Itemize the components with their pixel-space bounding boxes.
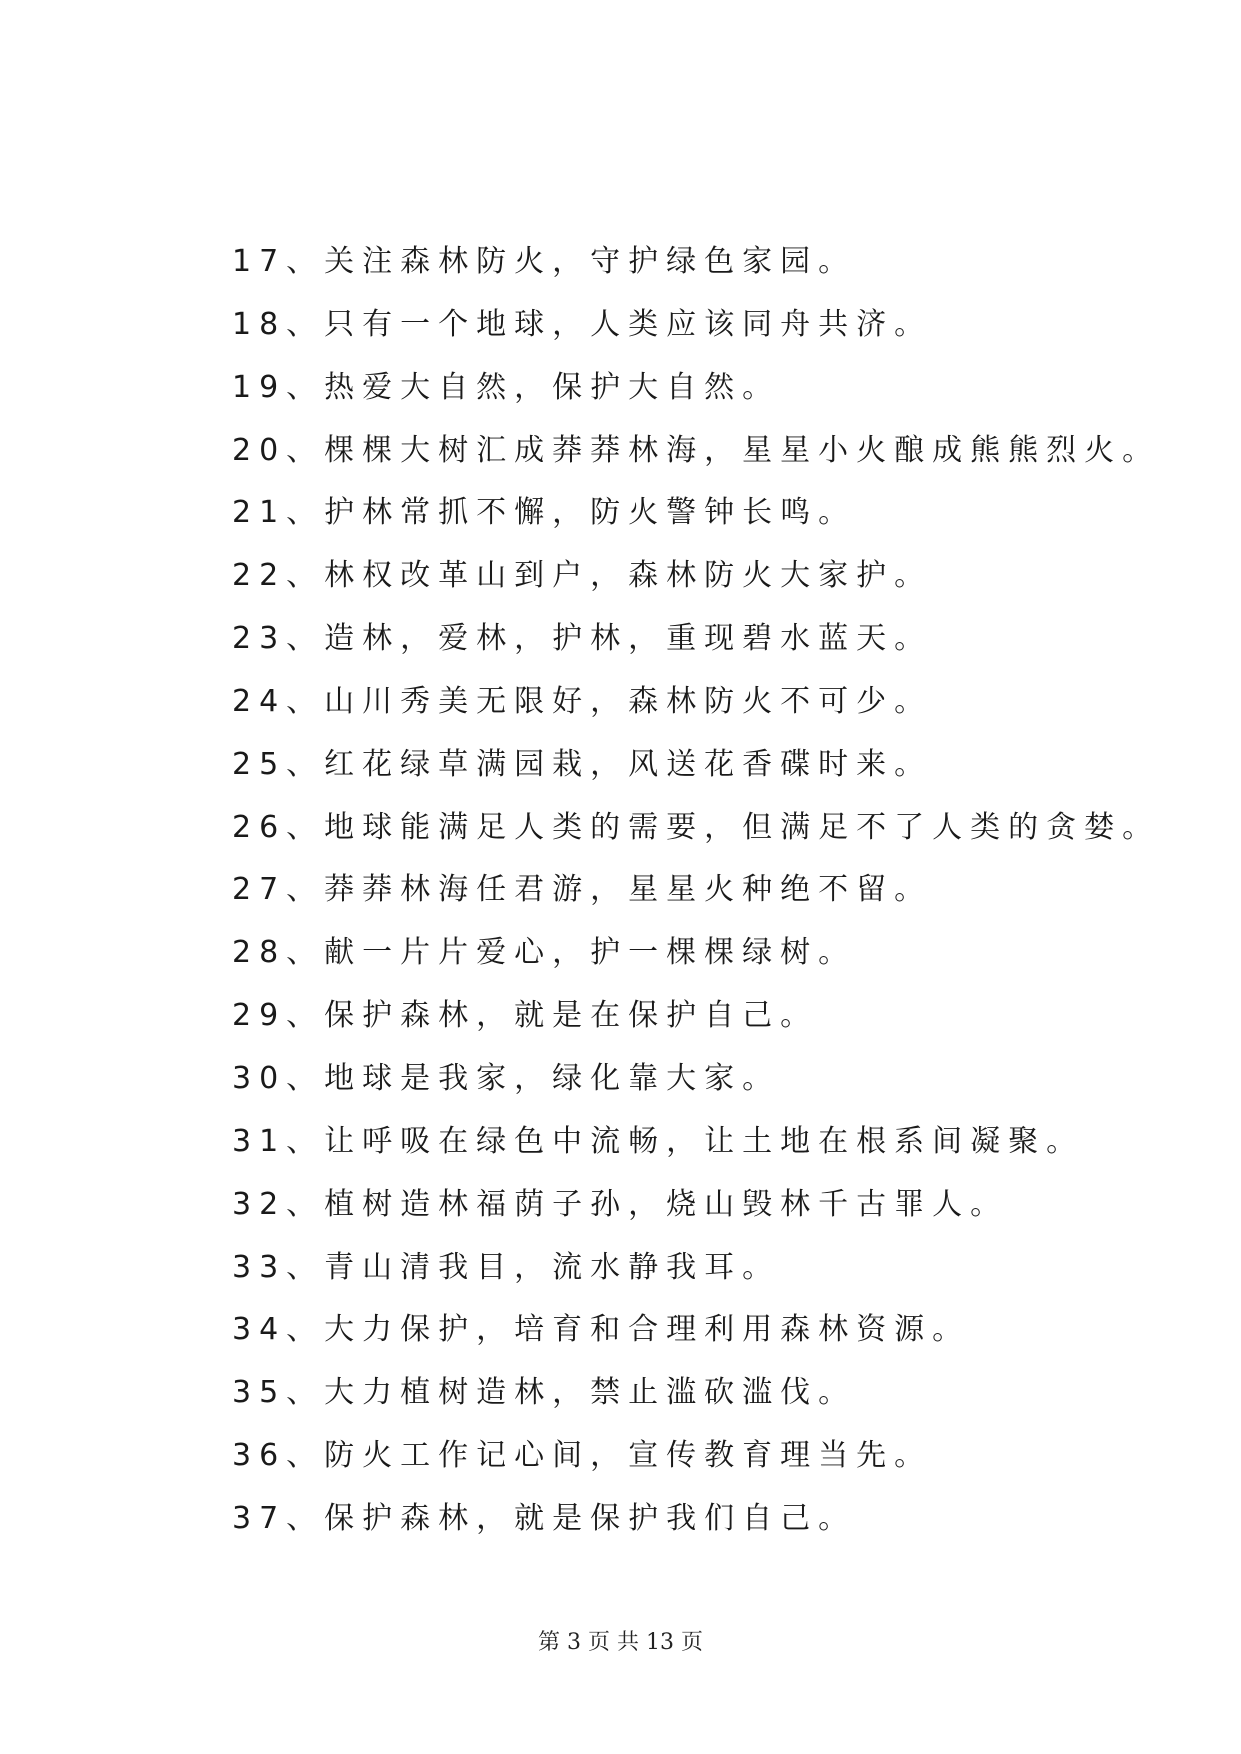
list-item: 29、保护森林，就是在保护自己。	[232, 998, 819, 1034]
list-item: 19、热爱大自然，保护大自然。	[232, 369, 781, 405]
list-item: 26、地球能满足人类的需要，但满足不了人类的贪婪。	[232, 809, 1161, 845]
list-item: 24、山川秀美无限好，森林防火不可少。	[232, 683, 933, 719]
list-item: 37、保护森林，就是保护我们自己。	[232, 1500, 857, 1536]
list-item: 32、植树造林福荫子孙，烧山毁林千古罪人。	[232, 1186, 1009, 1222]
list-item: 18、只有一个地球，人类应该同舟共济。	[232, 306, 933, 342]
list-item: 31、让呼吸在绿色中流畅，让土地在根系间凝聚。	[232, 1123, 1085, 1159]
list-item: 25、红花绿草满园栽，风送花香碟时来。	[232, 746, 933, 782]
list-item: 35、大力植树造林，禁止滥砍滥伐。	[232, 1375, 857, 1411]
list-item: 30、地球是我家，绿化靠大家。	[232, 1060, 781, 1096]
list-item: 33、青山清我目，流水静我耳。	[232, 1249, 781, 1285]
list-item: 20、棵棵大树汇成莽莽林海，星星小火酿成熊熊烈火。	[232, 432, 1161, 468]
slogan-list	[232, 231, 1160, 1551]
list-item: 28、献一片片爱心，护一棵棵绿树。	[232, 935, 857, 971]
list-item: 22、林权改革山到户，森林防火大家护。	[232, 558, 933, 594]
list-item: 34、大力保护，培育和合理利用森林资源。	[232, 1312, 971, 1348]
list-item: 23、造林，爱林，护林，重现碧水蓝天。	[232, 621, 933, 657]
page-footer: 第 3 页 共 13 页	[538, 1630, 703, 1655]
list-item: 27、莽莽林海任君游，星星火种绝不留。	[232, 872, 933, 908]
list-item: 17、关注森林防火，守护绿色家园。	[232, 244, 857, 279]
list-item: 36、防火工作记心间，宣传教育理当先。	[232, 1438, 933, 1474]
list-item: 21、护林常抓不懈，防火警钟长鸣。	[232, 495, 857, 531]
